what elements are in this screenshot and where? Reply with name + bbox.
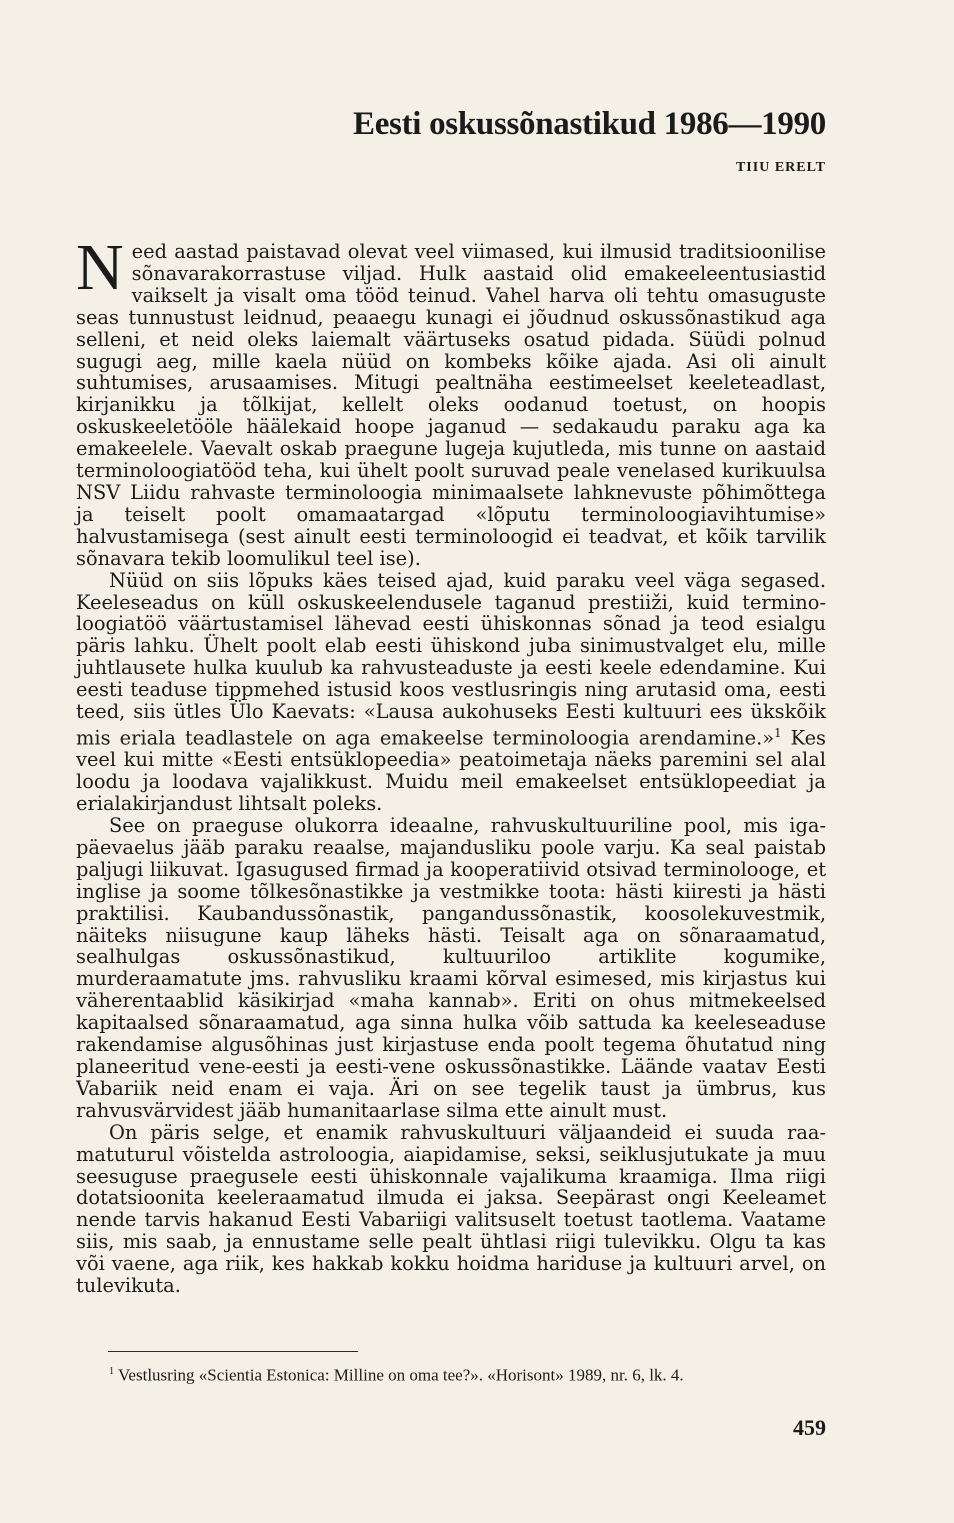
- page-number: 459: [793, 1415, 826, 1440]
- article-author: TIIU ERELT: [735, 160, 826, 175]
- paragraph-2: [76, 570, 826, 815]
- footnote-divider: [108, 1351, 358, 1352]
- paragraph-1: [76, 231, 826, 570]
- footnote: [76, 1361, 826, 1386]
- footnote-marker: 1: [109, 1366, 115, 1377]
- article-body: [76, 231, 826, 1298]
- footnote-text: Vestlusring «Scientia Estonica: Milline on oma tee?». «Horisont» 1989, nr. 6, lk. 4.: [114, 1365, 684, 1385]
- footnote-reference[interactable]: 1: [774, 725, 782, 740]
- paragraph-4: On päris selge, et enamik rahvuskultuuri väljaandeid ei suuda raamatuturul võistelda astroloogia, aiapidamise, seksi, seiklusjutukate ja muu seesuguse praegusele eesti ühiskonnale vajalikuma kraamiga. Ilma riigi dotatsioonita keeleraamatud ilmuda ei jaksa. Seepärast ongi Keeleamet nende tarvis hakanud Eesti Vabariigi valitsuselt toetust taotlema. Vaatame siis, mis saab, ja ennustame selle pealt ühtlasi riigi tulevikku. Olgu ta kas või vaene, aga riik, kes hakkab kokku hoidma hariduse ja kultuuri arvel, on tulevikuta.: [76, 1120, 826, 1298]
- article-title: Eesti oskussõnastikud 1986—1990: [352, 106, 826, 142]
- paragraph-2-text-b: Kes veel kui mitte «Eesti entsüklopeedia» peatoimetaja näeks paremini sel alal loodu ja loodava vajalikkust. Muidu meil emakeelset entsüklopeediat ja erialakirjandust lihtsalt poleks.: [76, 726, 826, 816]
- drop-cap: N: [76, 231, 124, 304]
- paragraph-2-text-a: Nüüd on siis lõpuks käes teised ajad, kuid paraku veel väga segased. Keeleseadus on küll oskuskeelendusele taganud prestiiži, kuid terminoloogiatöö väärtustamisel lähevad eesti ühiskonnas sõnad ja teod esialgu päris lahku. Ühelt poolt elab eesti ühiskond juba sinimustvalget elu, mille juhtlausete hulka kuulub ka rahvusteaduste ja eesti keele edendamine. Kui eesti teaduse tippmehed istusid koos vestlusringis ning arutasid oma, eesti teed, siis ütles Ülo Kaevats: «Lausa aukohuseks Eesti kultuuri ees ükskõik mis eriala teadlastele on aga emakeelse terminoloogia arendamine.»: [76, 568, 826, 750]
- paragraph-1-text: eed aastad paistavad olevat veel viimased, kui ilmusid traditsioonilise sõnavarakorrastuse viljad. Hulk aastaid olid emakeeleentusiastid vaikselt ja visalt oma tööd teinud. Vahel harva oli tehtu omasuguste seas tunnustust leidnud, peaaegu kunagi ei jõudnud oskussõnastikud aga selleni, et neid oleks laiemalt väärtuseks osatud pidada. Süüdi polnud sugugi aeg, mille kaela nüüd on kombeks kõike ajada. Asi oli ainult suhtumises, arusaamises. Mitugi pealtnäha eestimeelset keeleteadlast, kirjanikku ja tõlkijat, kellelt oleks oodanud toetust, on hoopis oskuskeeletööle häälekaid hoope jaganud — sedakaudu paraku aga ka emakeelele. Vaevalt oskab praegune lugeja kujutleda, mis tunne on aastaid terminoloogiatööd teha, kui ühelt poolt suruvad peale venelased kurikuulsa NSV Liidu rahvaste terminoloogia minimaalsete lahknevuste põhimõttega ja teiselt poolt omamaatargad «lõputu terminoloogiavihtumise» halvustamisega (sest ainult eesti terminoloogid ei teadvat, et kõik tarvilik sõnavara tekib loomulikul teel ise).: [76, 240, 826, 570]
- paragraph-3: See on praeguse olukorra ideaalne, rahvuskultuuriline pool, mis igapäevaelus jääb paraku reaalse, majandusliku poole varju. Ka seal paistab paljugi liikuvat. Igasugused firmad ja kooperatiivid otsivad terminolooge, et inglise ja soome tõlkesõnastikke ja vestmikke toota: hästi kiiresti ja hästi praktilisi. Kaubandussõnastik, pangandussõnastik, koosolekuvestmik, näiteks niisugune kaup läheks hästi. Teisalt aga on sõnaraamatud, sealhulgas oskussõnastikud, kultuuriloo artiklite kogumike, murderaamatute jms. rahvusliku kraami kõrval esimesed, mis kirjastus kui väherentaablid käsikirjad «maha kannab». Eriti on ohus mitmekeelsed kapitaalsed sõnaraamatud, aga sinna hulka võib sattuda ka keeleseaduse rakendamise algusõhinas just kirjastuse enda poolt tegema õhutatud ning planeeritud vene-eesti ja eesti-vene oskussõnastikke. Läände vaatav Eesti Vabariik neid enam ei vaja. Äri on see tegelik taust ja ümbrus, kus rahvusvärvidest jääb humanitaarlase silma ette ainult must.: [76, 814, 826, 1122]
